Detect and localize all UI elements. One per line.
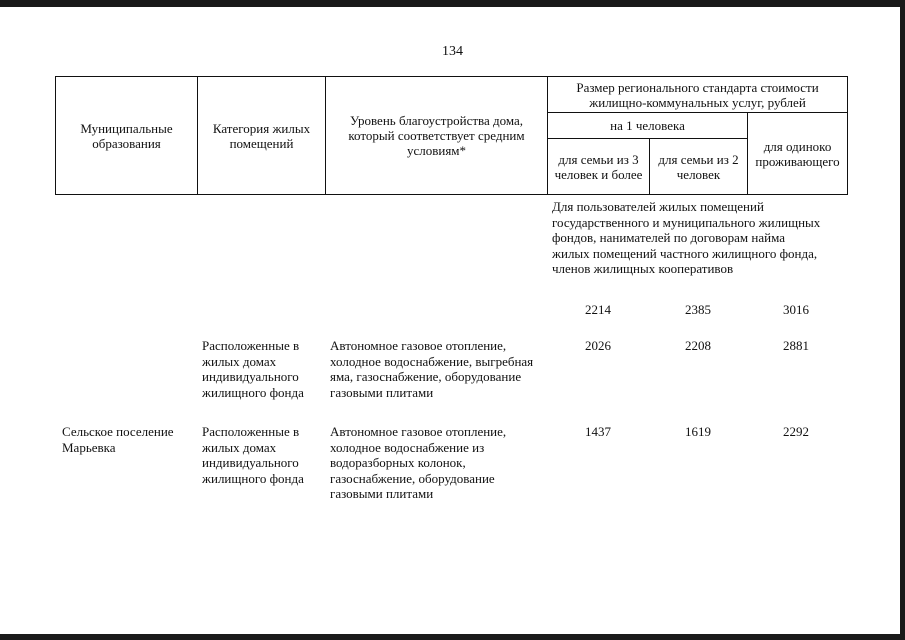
header-family-2: для семьи из 2 человек xyxy=(650,139,748,195)
table-header xyxy=(55,76,848,195)
row-2-category: Расположенные в жилых домах индивидуального жилищного фонда xyxy=(202,424,304,486)
header-per-person: на 1 человека xyxy=(548,113,748,139)
page-number: 134 xyxy=(442,44,463,59)
header-level: Уровень благоустройства дома, который соответствует средним условиям* xyxy=(326,77,548,195)
scan-top-edge xyxy=(0,0,905,7)
row-0-single: 3016 xyxy=(783,302,809,317)
row-1-family2: 2208 xyxy=(685,338,711,353)
header-standard: Размер регионального стандарта стоимости жилищно-коммунальных услуг, рублей xyxy=(548,77,848,113)
header-category: Категория жилых помещений xyxy=(198,77,326,195)
header-municipality: Муниципальные образования xyxy=(56,77,198,195)
row-0-family3: 2214 xyxy=(585,302,611,317)
row-1-family3: 2026 xyxy=(585,338,611,353)
scan-right-edge xyxy=(900,0,905,640)
header-single: для одиноко проживающего xyxy=(748,113,848,195)
scan-bottom-edge xyxy=(0,634,905,640)
row-0-family2: 2385 xyxy=(685,302,711,317)
row-2-family2: 1619 xyxy=(685,424,711,439)
row-2-municipality: Сельское поселение Марьевка xyxy=(62,424,174,455)
row-1-category: Расположенные в жилых домах индивидуального жилищного фонда xyxy=(202,338,304,400)
row-1-level: Автономное газовое отопление, холодное водоснабжение, выгребная яма, газоснабжение, оборудование газовыми плитами xyxy=(330,338,534,400)
users-note: Для пользователей жилых помещений государственного и муниципального жилищных фондов, нанимателей по договорам найма жилых помещений частного жилищного фонда, членов жилищных кооперативов xyxy=(552,199,821,276)
row-2-single: 2292 xyxy=(783,424,809,439)
row-1-single: 2881 xyxy=(783,338,809,353)
header-family-3: для семьи из 3 человек и более xyxy=(548,139,650,195)
row-2-family3: 1437 xyxy=(585,424,611,439)
row-2-level: Автономное газовое отопление, холодное водоснабжение из водоразборных колонок, газоснабжение, оборудование газовыми плитами xyxy=(330,424,507,501)
